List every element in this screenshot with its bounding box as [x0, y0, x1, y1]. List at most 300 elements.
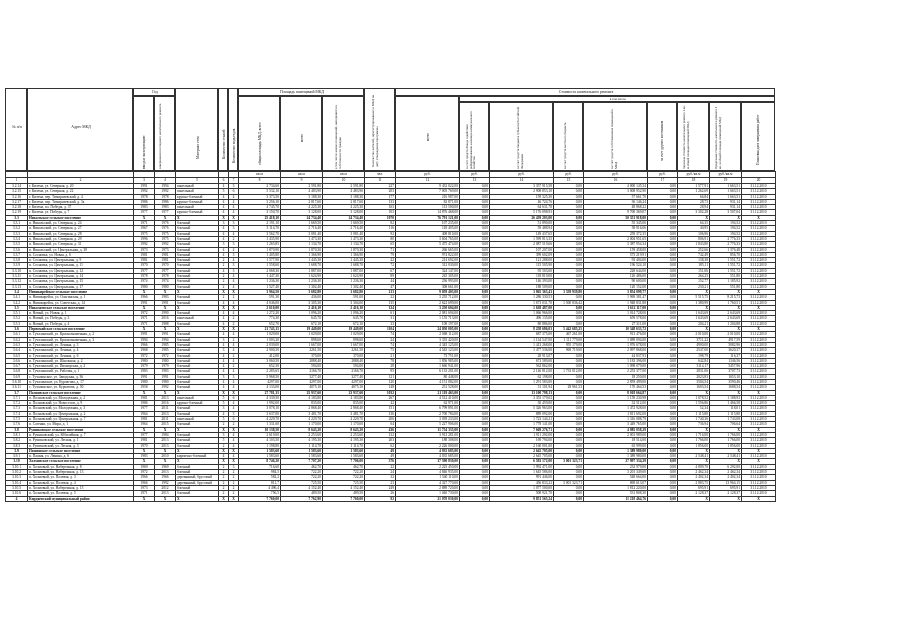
table-cell: 0,00 [460, 358, 490, 363]
table-cell: 1 380,99 [678, 300, 710, 305]
table-cell: 3.6.5 [6, 353, 28, 358]
table-cell: 1 577,90 [239, 258, 281, 263]
header-area-total [238, 96, 280, 171]
table-cell: руб. [396, 172, 460, 178]
table-cell: 24 734,40 [323, 215, 365, 220]
table-cell: 0,00 [554, 231, 584, 236]
header-area-group-label: Площадь помещений МКД [280, 90, 324, 94]
table-cell: 3 865 363,43 [490, 289, 554, 294]
table-cell: п. Никольский, ул. Северная, д. 31 [28, 242, 134, 247]
table-cell: 3.6.11 [6, 385, 28, 390]
table-cell: 1 583,60 [323, 454, 365, 459]
table-cell: X [742, 427, 776, 432]
table-cell: Кирдяевский муниципальный район [28, 496, 134, 501]
table-cell: 24 050 005,00 [396, 327, 460, 332]
table-cell: 3 188,30 [323, 194, 365, 199]
table-cell: 1 743,08 [710, 417, 742, 422]
table-cell: 4 085 058,29 [584, 427, 648, 432]
table-cell: 3.3.13 [6, 284, 28, 289]
table-cell: 4 183,80 [323, 395, 365, 400]
table-cell: руб./кв.м [678, 172, 710, 178]
table-cell: 3.4.2 [6, 300, 28, 305]
table-cell: кирпично-блочный [176, 454, 219, 459]
header-deadline-label: Плановая дата завершения работ [756, 114, 760, 165]
table-cell: 835,00 [323, 401, 365, 406]
table-cell: п. Новый, ул. Победы, д. 4 [28, 321, 134, 326]
header-owners [583, 102, 647, 171]
table-cell: 0,00 [648, 401, 678, 406]
table-cell: 2 [229, 422, 239, 427]
table-cell: 31.12.2010 [742, 475, 776, 480]
table-cell: 1 029,00 [323, 332, 365, 337]
table-cell: 2 889 720,00 [396, 485, 460, 490]
table-cell: 0,00 [554, 417, 584, 422]
table-cell: 1 272,20 [239, 311, 281, 316]
table-cell: 1 870,90 [239, 247, 281, 252]
table-cell: 1975 [155, 231, 176, 236]
table-cell: 1975 [155, 236, 176, 241]
table-cell: блочный [176, 464, 219, 469]
header-residents [364, 88, 395, 171]
table-cell: 0,00 [460, 422, 490, 427]
table-cell: блочный [176, 263, 219, 268]
table-cell: блочный [176, 221, 219, 226]
table-cell: 1 856 985,00 [396, 358, 460, 363]
table-cell: 3 [229, 374, 239, 379]
table-cell: 0,00 [554, 496, 584, 501]
table-cell: 4 [6, 496, 28, 501]
table-cell: 31.12.2010 [742, 210, 776, 215]
table-cell: 1970 [134, 263, 155, 268]
table-cell: 31.12.2010 [742, 491, 776, 496]
table-cell: 31.12.2010 [742, 321, 776, 326]
table-cell: 4 [229, 385, 239, 390]
table-cell: 722,20 [323, 475, 365, 480]
table-cell: 370,00 [281, 353, 323, 358]
table-cell: 551,80 [710, 284, 742, 289]
table-cell: 62 [365, 443, 396, 448]
table-cell: 1986 [155, 199, 176, 204]
header-wall-material-label: Материал стен [196, 136, 200, 159]
table-cell: 4 [229, 311, 239, 316]
table-cell: блочный [176, 353, 219, 358]
table-cell: 33 [365, 321, 396, 326]
table-cell: 4 [219, 379, 229, 384]
table-cell: 1 812 220,00 [584, 485, 648, 490]
table-cell: 0,00 [648, 448, 678, 453]
table-cell: 1603,54 [678, 385, 710, 390]
table-cell: 1 673 031,70 [490, 300, 554, 305]
table-cell: панельный [176, 189, 219, 194]
table-cell: 2 645 705,00 [490, 448, 554, 453]
table-cell: 3.6.10 [6, 379, 28, 384]
table-cell: 706,64 [710, 422, 742, 427]
table-cell: 2 859 499,00 [584, 379, 648, 384]
table-cell: 3 562,70 [239, 231, 281, 236]
table-cell: 3.10.2 [6, 470, 28, 475]
table-cell: X [742, 390, 776, 395]
table-cell: 4 229,70 [239, 417, 281, 422]
table-cell: 1973 [134, 485, 155, 490]
table-cell: 31.12.2010 [742, 295, 776, 300]
table-cell: 5 968,50 [239, 374, 281, 379]
table-cell: п. Нивикирейск, ул. Советская, д. 14 [28, 300, 134, 305]
table-cell: X [219, 459, 229, 464]
table-cell: блочный [176, 422, 219, 427]
table-cell: блочный [176, 236, 219, 241]
table-cell: 0,00 [460, 491, 490, 496]
table-cell: 0,00 [554, 364, 584, 369]
table-cell: 4 [219, 184, 229, 189]
table-cell: 645,70 [281, 316, 323, 321]
table-cell: 806,91 [678, 236, 710, 241]
header-entrances [228, 88, 238, 171]
table-cell: 4 545 123,00 [396, 348, 460, 353]
data-table [5, 171, 776, 502]
table-cell: 2 619,00 [239, 432, 281, 437]
table-cell: 3590,46 [710, 379, 742, 384]
table-cell: 4900,00 [678, 342, 710, 347]
table-cell: 198,79 [678, 353, 710, 358]
table-cell: п. Сосновка, ул. Центральная, д. 14 [28, 274, 134, 279]
table-cell: блочный [176, 374, 219, 379]
header-max-cost-label: Предельная стоимость капитального ремонта 1 кв. м общей площади помещений МКД [714, 106, 722, 169]
table-cell: 1 096,20 [281, 311, 323, 316]
table-cell: 716,60 [239, 464, 281, 469]
table-cell: X [710, 215, 742, 220]
table-cell: 3.5 [6, 305, 28, 310]
table-cell: 3504,54 [678, 379, 710, 384]
table-cell: 1 811 692,00 [584, 411, 648, 416]
table-cell: 4 [219, 411, 229, 416]
table-cell: 1986 [134, 199, 155, 204]
table-cell: 0,00 [460, 432, 490, 437]
table-cell: 46 724,76 [490, 199, 554, 204]
table-cell: 31.12.2010 [742, 432, 776, 437]
table-cell: 1 114,70 [323, 443, 365, 448]
table-cell: 1986 [134, 401, 155, 406]
table-cell: 1981 [134, 258, 155, 263]
table-cell: 3.3 [6, 215, 28, 220]
table-cell: 31 101,94 [490, 385, 554, 390]
table-cell: 0,00 [648, 432, 678, 437]
table-cell: руб. [648, 172, 678, 178]
table-cell: 3 [219, 221, 229, 226]
table-cell: 7 706,00 [323, 459, 365, 464]
table-cell: 0,00 [460, 395, 490, 400]
table-cell: 78 [365, 358, 396, 363]
table-cell: 31.12.2010 [742, 332, 776, 337]
table-cell: 0,00 [460, 199, 490, 204]
table-cell: 31.12.2010 [742, 454, 776, 459]
table-cell: 31.12.2010 [742, 411, 776, 416]
table-cell: 116 [365, 226, 396, 231]
table-cell: 856,70 [710, 252, 742, 257]
table-cell: блочный [176, 364, 219, 369]
table-cell: 1 198,80 [239, 443, 281, 448]
table-cell: блочный [176, 337, 219, 342]
table-cell: 0,00 [460, 459, 490, 464]
table-cell: деревянный, брусовый [176, 475, 219, 480]
header-incl-label: в том числе: [609, 97, 627, 101]
table-cell: 0,00 [554, 316, 584, 321]
table-cell: 969 719,00 [554, 348, 584, 353]
table-cell: 31.12.2010 [742, 406, 776, 411]
table-cell: 2 [229, 316, 239, 321]
table-cell: 0,00 [460, 263, 490, 268]
table-cell: 14 876 468,00 [396, 210, 460, 215]
table-cell: 531 808,30 [584, 491, 648, 496]
table-cell: X [155, 496, 176, 501]
table-cell: 1 669,50 [323, 221, 365, 226]
table-cell: 1 583,60 [281, 454, 323, 459]
table-cell: 1978 [155, 274, 176, 279]
table-cell: 0,00 [554, 454, 584, 459]
table-cell: 31.12.2010 [742, 438, 776, 443]
table-cell: 0,00 [648, 480, 678, 485]
table-cell: 22 [365, 464, 396, 469]
table-cell: п. Полновский, ул. Новоселов, д. 9 [28, 401, 134, 406]
table-cell: 159 458,00 [584, 247, 648, 252]
table-cell: 28 [365, 364, 396, 369]
table-cell: 0,00 [648, 247, 678, 252]
table-cell: 0,00 [460, 411, 490, 416]
table-cell: 0,00 [648, 327, 678, 332]
table-cell: 4 [219, 199, 229, 204]
table-cell: 3.2.18 [6, 205, 28, 210]
header-budget-local [553, 102, 583, 171]
table-cell: 2 253,60 [281, 432, 323, 437]
table-cell: 31.12.2010 [742, 379, 776, 384]
table-cell: блочный [176, 321, 219, 326]
table-cell: 1980 [134, 379, 155, 384]
table-cell: 0,00 [460, 305, 490, 310]
table-cell: 3 449 765,00 [584, 422, 648, 427]
table-cell: X [229, 289, 239, 294]
table-cell: 4 [229, 342, 239, 347]
table-cell: 0,00 [648, 263, 678, 268]
table-cell: 2 [219, 480, 229, 485]
table-cell: 0,00 [460, 464, 490, 469]
table-cell: 642,84 [678, 358, 710, 363]
table-cell: 1966 [134, 342, 155, 347]
table-cell: 1 134,70 [281, 242, 323, 247]
table-cell: 1 556,86 [678, 401, 710, 406]
table-cell: 489,50 [323, 491, 365, 496]
table-cell: блочный [176, 252, 219, 257]
table-cell: 3 [219, 242, 229, 247]
table-cell: 4 [229, 443, 239, 448]
table-cell: 4 [229, 454, 239, 459]
table-cell: блочный [176, 379, 219, 384]
table-cell: X [229, 427, 239, 432]
table-cell: 10 [323, 178, 365, 184]
table-cell: 4 183,80 [281, 395, 323, 400]
table-cell: 6 799 891,00 [396, 406, 460, 411]
table-cell: 3.6.7 [6, 364, 28, 369]
table-cell: 5457,96 [710, 364, 742, 369]
table-cell: 4 035 685,00 [396, 454, 460, 459]
table-cell: блочный [176, 242, 219, 247]
table-cell: 0,00 [460, 289, 490, 294]
table-cell: 13 964,15 [710, 480, 742, 485]
table-cell: 4 [229, 284, 239, 289]
table-cell: 1991 [134, 374, 155, 379]
table-cell: 1994 [155, 337, 176, 342]
table-cell: 695,91 [710, 485, 742, 490]
table-cell: 37 590 830,00 [396, 459, 460, 464]
table-cell: 889 092,00 [490, 411, 554, 416]
table-cell: 3.2.14 [6, 184, 28, 189]
table-cell: 259 372,35 [584, 231, 648, 236]
table-cell: 1 472 928,00 [584, 406, 648, 411]
table-cell: 0,00 [648, 252, 678, 257]
table-cell: 3.7.4 [6, 411, 28, 416]
header-cost-all [395, 96, 459, 171]
table-cell: 4 [229, 279, 239, 284]
table-cell: 591,30 [239, 295, 281, 300]
table-cell: 0,00 [554, 247, 584, 252]
table-cell: 31.12.2010 [742, 342, 776, 347]
table-cell: 1 302,40 [323, 284, 365, 289]
table-cell: 55 345,00 [584, 221, 648, 226]
table-cell: 196 524,10 [584, 263, 648, 268]
header-fund [459, 102, 489, 171]
table-cell: X [155, 289, 176, 294]
table-cell: 79 [365, 252, 396, 257]
table-cell: 1979 [155, 364, 176, 369]
table-cell: 31.12.2010 [742, 205, 776, 210]
table-cell: 4297,00 [323, 379, 365, 384]
table-cell: 2016 [155, 316, 176, 321]
table-cell: 2261,50 [323, 348, 365, 353]
table-cell: 0,00 [460, 332, 490, 337]
table-cell: 2 128,37 [678, 491, 710, 496]
table-cell: п. Холмовый, ул. Набережная, д. 8 [28, 464, 134, 469]
table-cell: 0,00 [460, 454, 490, 459]
table-cell: X [742, 496, 776, 501]
table-cell: 194,52 [710, 221, 742, 226]
table-cell: 1976 [155, 226, 176, 231]
table-cell: 4 [229, 406, 239, 411]
table-cell: 8 018 664,87 [584, 390, 648, 395]
table-cell: 1 660 941,00 [396, 364, 460, 369]
table-cell: 4 339,50 [239, 395, 281, 400]
table-cell: 4 496,4 [239, 485, 281, 490]
table-cell: 2013 [155, 438, 176, 443]
table-cell: 1 766,00 [710, 432, 742, 437]
table-cell: 324 147,00 [396, 268, 460, 273]
table-cell: блочный [176, 274, 219, 279]
table-cell: 1 612 117,00 [584, 305, 648, 310]
table-cell: 25 937,60 [281, 390, 323, 395]
table-cell: 2 416,10 [323, 305, 365, 310]
table-cell: 31.12.2010 [742, 226, 776, 231]
table-cell: 1980 [134, 358, 155, 363]
table-cell: 188 509,00 [490, 284, 554, 289]
table-cell: 1980 [155, 379, 176, 384]
table-cell: 687 375,00 [490, 332, 554, 337]
table-cell: п. Сосновка, ул. Центральная, д. 11 [28, 263, 134, 268]
table-cell: 2 734,60 [239, 184, 281, 189]
table-cell: 4 [219, 231, 229, 236]
table-cell: 1975 [134, 231, 155, 236]
table-cell: 1 155 713,00 [396, 316, 460, 321]
table-cell: 5 532,10 [239, 189, 281, 194]
table-cell: 2015 [155, 422, 176, 427]
table-cell: 3.3.6 [6, 247, 28, 252]
table-cell: 1973 [134, 247, 155, 252]
table-cell: 2 225 450,00 [396, 464, 460, 469]
table-cell: 4 [229, 274, 239, 279]
table-cell: 2 [219, 443, 229, 448]
table-cell: 1 969 381,47 [584, 295, 648, 300]
table-cell: 2 068,30 [239, 268, 281, 273]
table-cell: 1 134,70 [323, 242, 365, 247]
table-cell: 0,00 [460, 247, 490, 252]
table-cell: п. Холмовый, ул. Полевая, д. 3 [28, 475, 134, 480]
table-cell: 27 997 334,29 [584, 459, 648, 464]
table-cell: 1 688,70 [281, 263, 323, 268]
table-cell: 115 505,90 [490, 263, 554, 268]
table-cell: п. Полновский, ул. Молодежная, д. 2 [28, 395, 134, 400]
table-cell: 1 003,20 [239, 337, 281, 342]
table-cell: 4 [219, 321, 229, 326]
table-cell: п. Рушиковский, ул. Лесная, д. 1 [28, 438, 134, 443]
table-cell: Нивикирейское сельское поселение [28, 289, 134, 294]
table-cell: 4 809,70 [678, 464, 710, 469]
table-cell: 266 665,00 [396, 247, 460, 252]
table-cell: кв.м [281, 172, 323, 178]
table-cell: 27 781,35 [239, 390, 281, 395]
table-cell: 31.12.2010 [742, 316, 776, 321]
table-cell: 0,00 [554, 194, 584, 199]
table-cell: блочный [176, 332, 219, 337]
table-cell: 170 464,53 [584, 385, 648, 390]
table-cell: руб. [554, 172, 584, 178]
table-cell: п. Нивикирейск, ул. Ольгинская, д. 1 [28, 295, 134, 300]
table-cell: 3.2.17 [6, 199, 28, 204]
table-cell: 3277,40 [281, 374, 323, 379]
table-cell: 1985 [155, 348, 176, 353]
table-cell: 2 900,50 [239, 348, 281, 353]
table-cell: 0,00 [554, 379, 584, 384]
table-cell: 0,00 [460, 379, 490, 384]
table-cell: X [134, 496, 155, 501]
table-cell: X [742, 459, 776, 464]
table-cell: п. Сосновка, ул. Центральная, д. 15 [28, 279, 134, 284]
table-cell: 1 667,00 [281, 342, 323, 347]
table-cell: 0,00 [554, 258, 584, 263]
table-cell: 3 128,00 [323, 210, 365, 215]
table-cell: 4 [219, 236, 229, 241]
table-cell: 107 235,00 [396, 221, 460, 226]
table-cell: 0,00 [554, 475, 584, 480]
table-cell: 31.12.2010 [742, 337, 776, 342]
table-cell: 121 288,00 [490, 258, 554, 263]
table-cell: 163 [365, 205, 396, 210]
table-cell: 3 357 915,58 [490, 184, 554, 189]
table-cell: 0,00 [648, 470, 678, 475]
table-cell: 0,00 [460, 353, 490, 358]
table-cell: 467 261,00 [554, 332, 584, 337]
table-cell: 3 001 323,71 [554, 459, 584, 464]
table-cell: 1967 [134, 226, 155, 231]
table-cell: 3707,73 [710, 369, 742, 374]
table-cell: 1978 [155, 194, 176, 199]
table-cell: 3.10 [6, 459, 28, 464]
table-cell: 2888,40 [281, 358, 323, 363]
